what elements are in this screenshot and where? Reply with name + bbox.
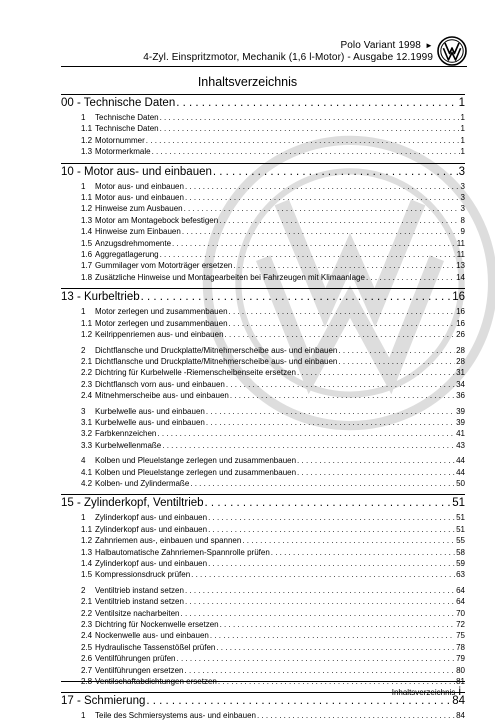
entry-title: Dichtflansche und Druckplatte/Mitnehmerscheibe aus- und einbauen (95, 356, 338, 366)
entry-page-number: 8 (460, 215, 465, 225)
section-page-number: 16 (452, 291, 465, 304)
entry-page-number: 58 (456, 547, 465, 557)
entry-page-number: 50 (456, 478, 465, 488)
entry-title: Dichtflansche und Druckplatte/Mitnehmerscheibe aus- und einbauen (95, 345, 338, 355)
entry-page-number: 36 (456, 391, 465, 401)
entry-page-number: 11 (456, 238, 465, 248)
entry-number: 2.5 (81, 642, 93, 652)
leader-dots (157, 428, 455, 439)
entry-number: 1 (81, 513, 86, 523)
leader-dots (366, 272, 455, 283)
leader-dots (162, 440, 455, 451)
entry-number: 3.2 (81, 429, 93, 439)
leader-dots (160, 249, 456, 260)
entry-number: 1.6 (81, 250, 93, 260)
entry-number: 1 (81, 113, 86, 122)
toc-entry[interactable] (61, 619, 465, 630)
toc-entry[interactable] (61, 596, 465, 607)
entry-title: Kompressionsdruck prüfen (95, 570, 191, 580)
entry-title: Kurbelwellenmaße (95, 440, 162, 450)
section-title: 10 - Motor aus- und einbauen (61, 165, 212, 178)
entry-page-number: 79 (456, 654, 465, 664)
entry-number: 1.3 (81, 547, 93, 557)
entry-number: 1.4 (81, 227, 93, 237)
entry-page-number: 51 (456, 524, 465, 534)
leader-dots (219, 215, 459, 226)
entry-title: Motor aus- und einbauen (95, 193, 184, 203)
entry-title: Zylinderkopf aus- und einbauen (95, 524, 208, 534)
leader-dots (216, 642, 455, 653)
toc-entry[interactable] (61, 226, 465, 237)
entry-page-number: 1 (460, 147, 465, 157)
toc-entry[interactable] (61, 318, 465, 329)
entry-number: 2 (81, 585, 86, 595)
entry-number: 1.3 (81, 147, 93, 157)
entry-number: 4 (81, 456, 86, 466)
entry-page-number: 28 (456, 356, 465, 366)
entry-page-number: 14 (456, 272, 465, 282)
footer-page-number: i (458, 684, 461, 698)
entry-title: Zylinderkopf aus- und einbauen (95, 559, 208, 568)
entry-page-number: 84 (456, 711, 465, 721)
entry-number: 2.8 (81, 677, 93, 687)
entry-number: 2.4 (81, 631, 93, 641)
header-subtitle: 4-Zyl. Einspritzmotor, Mechanik (1,6 l-Motor) - Ausgabe 12.1999 (143, 52, 433, 63)
entry-title: Anzugsdrehmomente (95, 238, 172, 248)
leader-dots (141, 290, 452, 304)
toc-entry[interactable] (61, 345, 465, 356)
toc-entry[interactable] (61, 112, 465, 123)
entry-title: Halbautomatische Zahnriemen-Spannrolle prüfen (95, 547, 270, 557)
entry-title: Keilrippenriemen aus- und einbauen (95, 330, 224, 340)
entry-title: Nockenwelle aus- und einbauen (95, 631, 209, 641)
entry-number: 2.2 (81, 608, 93, 618)
table-of-contents (61, 94, 465, 727)
entry-page-number: 3 (460, 193, 465, 203)
leader-dots (229, 306, 456, 317)
entry-title: Ventilführungen prüfen (95, 654, 176, 664)
leader-dots (181, 608, 456, 619)
entry-title: Motornummer (95, 135, 145, 145)
entry-page-number: 9 (460, 227, 465, 237)
entry-page-number: 43 (456, 440, 465, 450)
entry-page-number: 34 (456, 379, 465, 389)
header-rule (61, 66, 467, 67)
leader-dots (338, 345, 455, 356)
entry-number: 1.2 (81, 330, 93, 340)
page-footer (392, 684, 461, 698)
entry-title: Dichtring für Kurbelwelle -Riemenscheibenseite ersetzen (95, 368, 296, 378)
leader-dots (190, 478, 455, 489)
toc-entry[interactable] (61, 653, 465, 664)
entry-page-number: 1 (460, 124, 465, 134)
toc-entry[interactable] (61, 203, 465, 214)
leader-dots (185, 596, 455, 607)
entry-page-number: 1 (460, 113, 465, 122)
leader-dots (213, 165, 458, 179)
entry-number: 2.4 (81, 391, 93, 401)
section-page-number: 1 (458, 97, 465, 109)
leader-dots (208, 512, 455, 523)
entry-page-number: 44 (456, 467, 465, 477)
entry-title: Ventilführungen ersetzen (95, 665, 184, 675)
entry-title: Technische Daten (95, 113, 159, 122)
toc-entry[interactable] (61, 146, 465, 157)
entry-number: 1.5 (81, 570, 93, 580)
leader-dots (297, 467, 455, 478)
entry-page-number: 1 (460, 135, 465, 145)
entry-page-number: 26 (456, 330, 465, 340)
leader-dots (206, 417, 455, 428)
entry-title: Gummilager vom Motorträger ersetzen (95, 261, 233, 271)
entry-title: Motor zerlegen und zusammenbauen (95, 318, 228, 328)
toc-entry[interactable] (61, 356, 465, 367)
entry-page-number: 16 (456, 307, 465, 317)
section-page-number: 3 (458, 165, 465, 178)
entry-page-number: 39 (456, 406, 465, 416)
entry-number: 1.8 (81, 272, 93, 282)
vw-logo (437, 36, 467, 66)
leader-dots (184, 203, 460, 214)
leader-dots (176, 96, 457, 110)
toc-entry[interactable] (61, 379, 465, 390)
entry-page-number: 44 (456, 456, 465, 466)
entry-number: 1 (81, 711, 86, 721)
entry-page-number: 63 (456, 570, 465, 580)
leader-dots (146, 135, 460, 146)
entry-title: Teile des Schmiersystems aus- und einbauen (95, 711, 256, 721)
leader-dots (185, 665, 456, 676)
entry-number: 2.1 (81, 356, 93, 366)
toc-section (61, 163, 465, 284)
entry-title: Mitnehmerscheibe aus- und einbauen (95, 391, 229, 401)
entry-number: 1.1 (81, 124, 93, 134)
entry-title: Zahnriemen aus-, einbauen und spannen (95, 536, 242, 546)
entry-title: Kolben und Pleuelstange zerlegen und zusammenbauen (95, 456, 297, 466)
toc-entry[interactable] (61, 547, 465, 558)
entry-number: 1.1 (81, 193, 93, 203)
entry-title: Zylinderkopf aus- und einbauen (95, 513, 208, 523)
entry-title: Kurbelwelle aus- und einbauen (95, 417, 205, 427)
leader-dots (182, 226, 460, 237)
toc-entry[interactable] (61, 181, 465, 192)
leader-dots (177, 653, 456, 664)
leader-dots (160, 112, 460, 123)
leader-dots (242, 535, 455, 546)
entry-page-number: 81 (456, 677, 465, 687)
leader-dots (208, 558, 455, 569)
section-title: 00 - Technische Daten (61, 97, 176, 109)
entry-page-number: 3 (460, 204, 465, 214)
entry-page-number: 78 (456, 642, 465, 652)
entry-page-number: 64 (456, 597, 465, 607)
toc-entry[interactable] (61, 249, 465, 260)
entry-page-number: 13 (456, 261, 465, 271)
entry-number: 2.3 (81, 620, 93, 630)
entry-number: 4.2 (81, 478, 93, 488)
toc-section-heading[interactable] (61, 494, 465, 510)
entry-number: 2.7 (81, 665, 93, 675)
toc-entry[interactable] (61, 558, 465, 569)
arrow-right-icon: ► (424, 41, 433, 50)
entry-page-number: 80 (456, 665, 465, 675)
section-page-number: 84 (452, 695, 465, 708)
leader-dots (208, 524, 455, 535)
entry-number: 2.6 (81, 654, 93, 664)
entry-title: Ventiltrieb instand setzen (95, 597, 184, 607)
entry-title: Zusätzliche Hinweise und Montagearbeiten bei Fahrzeugen mit Klimaanlage (95, 272, 365, 282)
entry-number: 4.1 (81, 467, 93, 477)
toc-entry[interactable] (61, 272, 465, 283)
leader-dots (226, 379, 455, 390)
toc-entry[interactable] (61, 569, 465, 580)
entry-number: 1.2 (81, 536, 93, 546)
entry-page-number: 3 (460, 181, 465, 191)
entry-page-number: 59 (456, 559, 465, 568)
section-title: 17 - Schmierung (61, 695, 146, 708)
toc-entry[interactable] (61, 329, 465, 340)
toc-entry[interactable] (61, 512, 465, 523)
toc-entry[interactable] (61, 406, 465, 417)
leader-dots (230, 390, 455, 401)
toc-entry[interactable] (61, 192, 465, 203)
entry-title: Ventiltrieb instand setzen (95, 585, 184, 595)
toc-entry[interactable] (61, 428, 465, 439)
entry-number: 1.4 (81, 559, 93, 568)
entry-title: Kolben und Pleuelstange zerlegen und zusammenbauen (95, 467, 297, 477)
leader-dots (229, 318, 456, 329)
entry-title: Motor am Montagebock befestigen (95, 215, 219, 225)
entry-page-number: 64 (456, 585, 465, 595)
entry-number: 1.5 (81, 238, 93, 248)
entry-page-number: 16 (456, 318, 465, 328)
toc-entry[interactable] (61, 642, 465, 653)
toc-section (61, 494, 465, 687)
entry-page-number: 31 (456, 368, 465, 378)
toc-entry[interactable] (61, 215, 465, 226)
toc-entry[interactable] (61, 455, 465, 466)
leader-dots (225, 329, 456, 340)
entry-page-number: 41 (456, 429, 465, 439)
footer-label: Inhaltsverzeichnis (391, 688, 456, 697)
leader-dots (185, 192, 460, 203)
entry-title: Ventilschaftabdichtungen ersetzen (95, 677, 217, 687)
toc-entry[interactable] (61, 665, 465, 676)
leader-dots (185, 585, 455, 596)
entry-number: 2.1 (81, 597, 93, 607)
leader-dots (160, 123, 460, 134)
entry-page-number: 51 (456, 513, 465, 523)
entry-page-number: 70 (456, 608, 465, 618)
toc-entry[interactable] (61, 390, 465, 401)
toc-entry[interactable] (61, 440, 465, 451)
entry-page-number: 72 (456, 620, 465, 630)
entry-number: 2 (81, 345, 86, 355)
toc-entry[interactable] (61, 135, 465, 146)
toc-entry[interactable] (61, 608, 465, 619)
leader-dots (297, 367, 455, 378)
toc-entry[interactable] (61, 123, 465, 134)
toc-entry[interactable] (61, 306, 465, 317)
leader-dots (233, 260, 455, 271)
section-title: 13 - Kurbeltrieb (61, 291, 140, 304)
entry-number: 3.1 (81, 417, 93, 427)
entry-number: 1.1 (81, 318, 93, 328)
toc-entry[interactable] (61, 260, 465, 271)
section-title: 15 - Zylinderkopf, Ventiltrieb (61, 497, 204, 510)
entry-page-number: 39 (456, 417, 465, 427)
entry-title: Hydraulische Tassenstößel prüfen (95, 642, 216, 652)
leader-dots (206, 406, 455, 417)
entry-title: Kurbelwelle aus- und einbauen (95, 406, 205, 416)
entry-title: Hinweise zum Ausbauen (95, 204, 183, 214)
leader-dots (338, 356, 455, 367)
entry-number: 1.2 (81, 204, 93, 214)
toc-entry[interactable] (61, 417, 465, 428)
leader-dots (152, 146, 460, 157)
leader-dots (172, 238, 456, 249)
toc-entry[interactable] (61, 585, 465, 596)
toc-section (61, 288, 465, 489)
entry-title: Motormerkmale (95, 147, 151, 157)
entry-page-number: 28 (456, 345, 465, 355)
leader-dots (205, 496, 452, 510)
entry-title: Motor aus- und einbauen (95, 181, 184, 191)
leader-dots (297, 455, 455, 466)
entry-number: 1 (81, 307, 86, 317)
toc-entry[interactable] (61, 630, 465, 641)
toc-section-heading[interactable] (61, 94, 465, 110)
toc-entry[interactable] (61, 478, 465, 489)
entry-number: 2.2 (81, 368, 93, 378)
entry-number: 1.1 (81, 524, 93, 534)
toc-section-heading[interactable] (61, 163, 465, 179)
entry-number: 1.2 (81, 135, 93, 145)
toc-entry[interactable] (61, 238, 465, 249)
entry-title: Farbkennzeichen (95, 429, 157, 439)
entry-number: 1.7 (81, 261, 93, 271)
entry-title: Hinweise zum Einbauen (95, 227, 181, 237)
entry-title: Dichtring für Nockenwelle ersetzen (95, 620, 219, 630)
leader-dots (220, 619, 455, 630)
entry-title: Ventilsitze nacharbeiten (95, 608, 180, 618)
entry-number: 3.3 (81, 440, 93, 450)
entry-title: Technische Daten (95, 124, 159, 134)
leader-dots (185, 181, 460, 192)
entry-number: 3 (81, 406, 86, 416)
leader-dots (257, 710, 455, 721)
entry-title: Dichtflansch vorn aus- und einbauen (95, 379, 225, 389)
toc-entry[interactable] (61, 524, 465, 535)
toc-section-heading[interactable] (61, 288, 465, 304)
entry-number: 1 (81, 181, 86, 191)
toc-entry[interactable] (61, 467, 465, 478)
footer-rule (61, 681, 465, 682)
toc-section (61, 94, 465, 158)
entry-title: Motor zerlegen und zusammenbauen (95, 307, 228, 317)
leader-dots (210, 630, 455, 641)
toc-entry[interactable] (61, 367, 465, 378)
entry-page-number: 55 (456, 536, 465, 546)
section-page-number: 51 (452, 497, 465, 510)
toc-entry[interactable] (61, 535, 465, 546)
header-model: Polo Variant 1998 ► (340, 40, 433, 51)
leader-dots (191, 569, 455, 580)
entry-title: Kolben- und Zylindermaße (95, 478, 190, 488)
entry-title: Aggregatlagerung (95, 250, 159, 260)
entry-page-number: 75 (456, 631, 465, 641)
entry-number: 2.3 (81, 379, 93, 389)
entry-page-number: 11 (456, 250, 465, 260)
page-title: Inhaltsverzeichnis (197, 75, 298, 89)
leader-dots (271, 547, 455, 558)
entry-number: 1.3 (81, 215, 93, 225)
toc-entry[interactable] (61, 710, 465, 721)
